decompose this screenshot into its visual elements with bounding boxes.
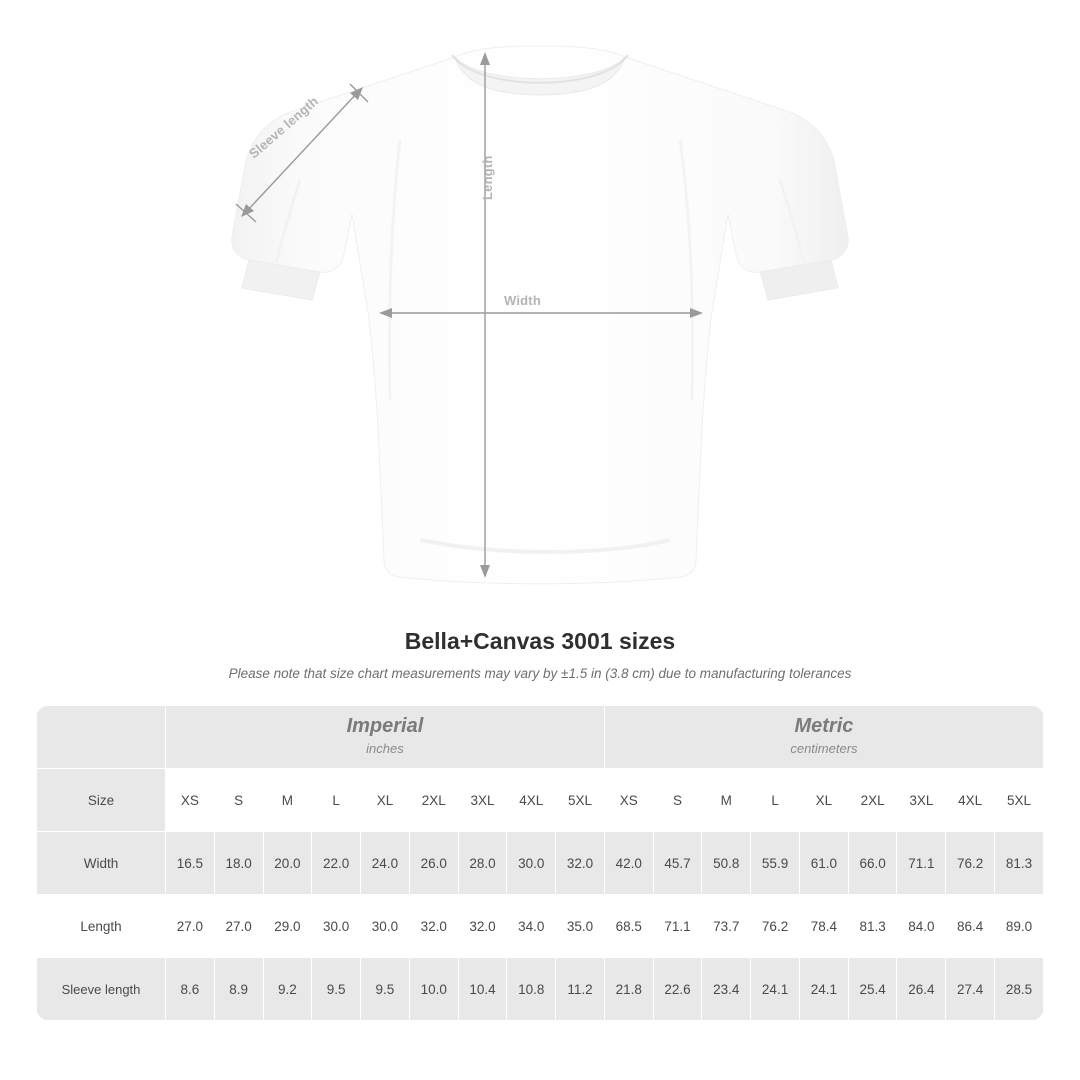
- table-cell: 76.2: [751, 895, 800, 958]
- table-cell: 10.8: [507, 958, 556, 1021]
- table-cell: 35.0: [556, 895, 605, 958]
- unit-name-metric: Metric: [794, 715, 854, 738]
- size-header-cell: 5XL: [995, 769, 1044, 832]
- unit-name-imperial: Imperial: [346, 715, 424, 738]
- unit-header-imperial: [166, 706, 605, 769]
- table-cell: 26.4: [897, 958, 946, 1021]
- table-cell: 71.1: [653, 895, 702, 958]
- table-cell: 32.0: [556, 832, 605, 895]
- table-cell: 30.0: [361, 895, 410, 958]
- table-cell: 73.7: [702, 895, 751, 958]
- table-cell: 8.6: [166, 958, 215, 1021]
- unit-sub-imperial: inches: [366, 741, 404, 757]
- chart-heading: [0, 628, 1080, 681]
- size-chart-container: [36, 705, 1044, 1021]
- row-label-width: Width: [37, 832, 166, 895]
- table-cell: 27.0: [166, 895, 215, 958]
- table-cell: 45.7: [653, 832, 702, 895]
- table-cell: 42.0: [604, 832, 653, 895]
- size-header-cell: XL: [361, 769, 410, 832]
- table-cell: 71.1: [897, 832, 946, 895]
- table-cell: 32.0: [409, 895, 458, 958]
- table-cell: 84.0: [897, 895, 946, 958]
- size-header-cell: XS: [604, 769, 653, 832]
- table-cell: 18.0: [214, 832, 263, 895]
- size-header-cell: L: [751, 769, 800, 832]
- table-cell: 66.0: [848, 832, 897, 895]
- size-header-label: Size: [37, 769, 166, 832]
- size-header-cell: S: [653, 769, 702, 832]
- table-cell: 29.0: [263, 895, 312, 958]
- size-header-cell: 4XL: [946, 769, 995, 832]
- size-header-cell: 2XL: [409, 769, 458, 832]
- table-cell: 10.4: [458, 958, 507, 1021]
- table-cell: 89.0: [995, 895, 1044, 958]
- unit-sub-metric: centimeters: [790, 741, 858, 757]
- size-header-cell: S: [214, 769, 263, 832]
- sleeve-length-label: Sleeve length: [246, 93, 322, 162]
- table-cell: 8.9: [214, 958, 263, 1021]
- length-label: Length: [480, 155, 495, 200]
- table-cell: 9.5: [361, 958, 410, 1021]
- unit-header-row: [37, 706, 1044, 769]
- table-cell: 25.4: [848, 958, 897, 1021]
- size-header-cell: 2XL: [848, 769, 897, 832]
- size-header-cell: M: [702, 769, 751, 832]
- table-cell: 27.4: [946, 958, 995, 1021]
- size-header-cell: M: [263, 769, 312, 832]
- row-label-length: Length: [37, 895, 166, 958]
- table-cell: 22.6: [653, 958, 702, 1021]
- unit-header-corner: [37, 706, 166, 769]
- tshirt-shape: [232, 46, 849, 584]
- table-cell: 50.8: [702, 832, 751, 895]
- table-cell: 30.0: [312, 895, 361, 958]
- table-cell: 61.0: [799, 832, 848, 895]
- size-header-cell: 3XL: [458, 769, 507, 832]
- size-header-cell: L: [312, 769, 361, 832]
- table-cell: 28.5: [995, 958, 1044, 1021]
- table-cell: 68.5: [604, 895, 653, 958]
- table-cell: 23.4: [702, 958, 751, 1021]
- table-row: [37, 832, 1044, 895]
- table-cell: 16.5: [166, 832, 215, 895]
- table-cell: 28.0: [458, 832, 507, 895]
- table-cell: 24.1: [751, 958, 800, 1021]
- table-cell: 10.0: [409, 958, 458, 1021]
- table-cell: 76.2: [946, 832, 995, 895]
- size-chart-table: [36, 705, 1044, 1021]
- table-cell: 24.1: [799, 958, 848, 1021]
- page-title: Bella+Canvas 3001 sizes: [404, 628, 676, 654]
- row-label-sleeve-length: Sleeve length: [37, 958, 166, 1021]
- tolerance-note: Please note that size chart measurements may vary by ±1.5 in (3.8 cm) due to manufacturing tolerances: [228, 666, 852, 681]
- size-header-row: [37, 769, 1044, 832]
- table-cell: 30.0: [507, 832, 556, 895]
- size-header-cell: 3XL: [897, 769, 946, 832]
- table-cell: 26.0: [409, 832, 458, 895]
- width-label: Width: [504, 293, 541, 308]
- table-cell: 55.9: [751, 832, 800, 895]
- table-cell: 27.0: [214, 895, 263, 958]
- size-header-cell: 5XL: [556, 769, 605, 832]
- table-cell: 20.0: [263, 832, 312, 895]
- table-cell: 21.8: [604, 958, 653, 1021]
- table-cell: 78.4: [799, 895, 848, 958]
- table-row: [37, 895, 1044, 958]
- table-cell: 22.0: [312, 832, 361, 895]
- table-cell: 34.0: [507, 895, 556, 958]
- table-cell: 11.2: [556, 958, 605, 1021]
- table-cell: 81.3: [848, 895, 897, 958]
- size-header-cell: XS: [166, 769, 215, 832]
- size-header-cell: 4XL: [507, 769, 556, 832]
- table-cell: 9.5: [312, 958, 361, 1021]
- table-cell: 24.0: [361, 832, 410, 895]
- unit-header-metric: [604, 706, 1043, 769]
- size-header-cell: XL: [799, 769, 848, 832]
- table-cell: 32.0: [458, 895, 507, 958]
- table-cell: 86.4: [946, 895, 995, 958]
- table-row: [37, 958, 1044, 1021]
- table-cell: 81.3: [995, 832, 1044, 895]
- table-cell: 9.2: [263, 958, 312, 1021]
